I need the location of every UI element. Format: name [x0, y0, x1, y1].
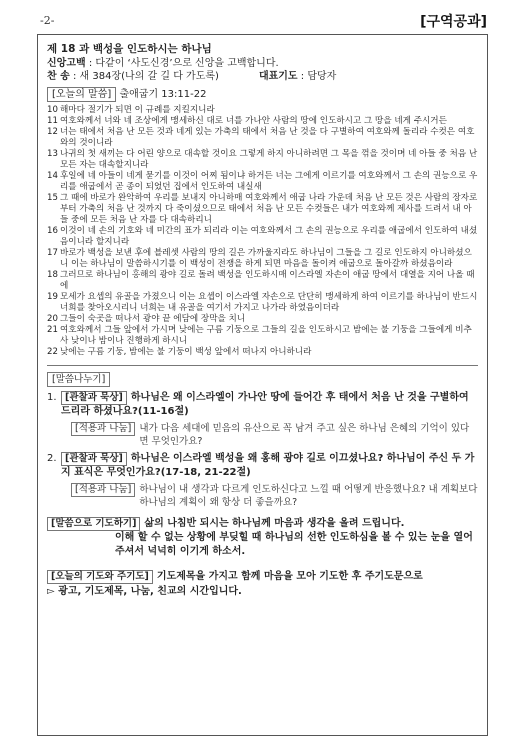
question-number: 2. — [47, 453, 57, 464]
question-1-body: 하나님은 왜 이스라엘이 가나안 땅에 들어간 후 태에서 처음 난 것을 구별하여 드리라 하셨나요?(11-16절) — [61, 392, 469, 417]
prayer-leader-text: : 담당자 — [300, 71, 337, 82]
question-number: 1. — [47, 392, 57, 403]
verse-item — [47, 292, 478, 314]
observation-tag: [관찰과 묵상] — [61, 452, 127, 466]
verse-text: 그들이 숙곳을 떠나서 광야 끝 에담에 장막을 치니 — [60, 314, 246, 324]
prayer-leader-label: 대표기도 — [258, 71, 298, 82]
hymn-label: 찬 송 — [47, 71, 70, 82]
prayer-line-1: 삶의 나침반 되시는 하나님께 마음과 생각을 올려 드립니다. — [144, 518, 405, 529]
verse-number: 10 — [47, 105, 58, 115]
closing-section — [47, 569, 478, 599]
application-1 — [71, 422, 478, 448]
verse-number: 21 — [47, 325, 58, 335]
verse-text: 그 때에 바로가 완악하여 우리를 보내지 아니하매 여호와께서 애굽 나라 가운데 처음 난 모든 것은 사람의 장자로부터 가축의 처음 난 것까지 다 죽이셨으므로 태에서 처음 난 모든 수컷들은 내가 여호와께 제사를 드려서 내 아들 중에 모든 처음 난 자를 다 대속하리니 — [60, 193, 478, 225]
scripture-label: [오늘의 말씀] — [47, 87, 116, 102]
prayer-line-2: 이해 할 수 없는 상황에 부딪힐 때 하나님의 선한 인도하심을 볼 수 있는 눈을 열어 주셔서 넉넉히 이기게 하소서. — [115, 532, 473, 557]
verse-list — [47, 105, 478, 358]
verse-number: 22 — [47, 347, 58, 357]
verse-text: 바로가 백성을 보낸 후에 블레셋 사람의 땅의 길은 가까울지라도 하나님이 그들을 그 길로 인도하지 아니하셨으니 이는 하나님이 말씀하시기를 이 백성이 전쟁을 하게 되면 마음을 돌이켜 애굽으로 돌아갈까 하셨음이라 — [60, 248, 472, 269]
closing-line-1: 기도제목을 가지고 함께 마음을 모아 기도한 후 주기도문으로 — [156, 571, 423, 582]
verse-text: 여호와께서 너와 네 조상에게 맹세하신 대로 너를 가나안 사람의 땅에 인도하시고 그 땅을 네게 주시거든 — [60, 116, 447, 126]
question-1 — [47, 391, 478, 448]
verse-number: 13 — [47, 149, 58, 159]
application-2-text: 하나님이 내 생각과 다르게 인도하신다고 느낄 때 어떻게 반응했나요? 내 계획보다 하나님의 계획이 왜 항상 더 좋을까요? — [139, 484, 478, 508]
verse-number: 18 — [47, 270, 58, 280]
verse-text: 여호와께서 그들 앞에서 가시며 낮에는 구름 기둥으로 그들의 길을 인도하시고 밤에는 불 기둥을 그들에게 비추사 낮이나 밤이나 진행하게 하시니 — [60, 325, 472, 346]
creed-line — [47, 57, 478, 70]
verse-number: 19 — [47, 292, 58, 302]
verse-text: 후일에 네 아들이 네게 묻기를 이것이 어찌 됨이냐 하거든 너는 그에게 이르기를 여호와께서 그 손의 권능으로 우리를 애굽에서 곧 종이 되었던 집에서 인도하여 내실새 — [60, 171, 478, 192]
verse-item — [47, 325, 478, 347]
section-divider — [47, 365, 478, 366]
prayer-tag: [말씀으로 기도하기] — [47, 517, 140, 531]
verse-text: 해마다 절기가 되면 이 규례를 지킬지니라 — [60, 105, 215, 115]
discussion-section — [47, 372, 478, 509]
verse-item — [47, 116, 478, 127]
verse-number: 20 — [47, 314, 58, 324]
lesson-title: 제 18 과 백성을 인도하시는 하나님 — [47, 43, 212, 55]
verse-number: 14 — [47, 171, 58, 181]
section-badge: [구역공과] — [420, 14, 487, 30]
verse-number: 15 — [47, 193, 58, 203]
observation-tag: [관찰과 묵상] — [61, 391, 127, 405]
verse-item — [47, 314, 478, 325]
verse-item — [47, 149, 478, 171]
verse-number: 12 — [47, 127, 58, 137]
creed-text: : 다같이 ‘사도신경’으로 신앙을 고백합니다. — [88, 58, 279, 69]
application-2 — [71, 483, 478, 509]
question-2-text — [61, 452, 478, 479]
verse-item — [47, 127, 478, 149]
application-1-text: 내가 다음 세대에 믿음의 유산으로 꼭 남겨 주고 싶은 하나님 은혜의 기억이 있다면 무엇인가요? — [139, 423, 470, 447]
discussion-label: [말씀나누기] — [47, 372, 110, 387]
application-tag: [적용과 나눔] — [71, 422, 135, 436]
scripture-heading — [47, 87, 478, 102]
creed-label: 신앙고백 — [47, 58, 86, 69]
verse-text: 이것이 네 손의 기호와 네 미간의 표가 되리라 이는 여호와께서 그 손의 권능으로 우리를 애굽에서 인도하여 내셨음이니라 할지니라 — [60, 226, 478, 247]
question-1-text — [61, 391, 478, 418]
verse-number: 16 — [47, 226, 58, 236]
verse-item — [47, 171, 478, 193]
verse-item — [47, 226, 478, 248]
verse-number: 17 — [47, 248, 58, 258]
closing-line-2: ▻ 광고, 기도제목, 나눔, 친교의 시간입니다. — [47, 586, 242, 597]
lesson-frame — [37, 34, 488, 736]
hymn-text: : 새 384장(나의 갈 길 다 가도록) — [73, 71, 219, 82]
question-2 — [47, 452, 478, 509]
verse-number: 11 — [47, 116, 58, 126]
verse-item — [47, 347, 478, 358]
question-2-body: 하나님은 이스라엘 백성을 왜 홍해 광야 길로 이끄셨나요? 하나님이 주신 두 가지 표식은 무엇인가요?(17-18, 21-22절) — [61, 453, 475, 478]
verse-text: 너는 태에서 처음 난 모든 것과 네게 있는 가축의 태에서 처음 난 것을 다 구별하여 여호와께 돌리라 수컷은 여호와의 것이니라 — [60, 127, 475, 148]
closing-tag: [오늘의 기도와 주기도] — [47, 570, 153, 584]
verse-item — [47, 105, 478, 116]
verse-text: 그러므로 하나님이 홍해의 광야 길로 돌려 백성을 인도하시매 이스라엘 자손이 애굽 땅에서 대열을 지어 나올 때에 — [60, 270, 475, 291]
hymn-line — [47, 70, 478, 83]
verse-item — [47, 270, 478, 292]
verse-text: 모세가 요셉의 유골을 가졌으니 이는 요셉이 이스라엘 자손으로 단단히 맹세하게 하여 이르기를 하나님이 반드시 너희를 찾아오시리니 너희는 내 유골을 여기서 가지고 나가라 하였음이더라 — [60, 292, 478, 313]
application-tag: [적용과 나눔] — [71, 483, 135, 497]
verse-text: 나귀의 첫 새끼는 다 어린 양으로 대속할 것이요 그렇게 하지 아니하려면 그 목을 꺾을 것이며 네 아들 중 처음 난 모든 자는 대속할지니라 — [60, 149, 478, 170]
scripture-reference: 출애굽기 13:11-22 — [119, 89, 207, 100]
prayer-section — [47, 517, 478, 559]
verse-text: 낮에는 구름 기둥, 밤에는 불 기둥이 백성 앞에서 떠나지 아니하니라 — [60, 347, 312, 357]
page-number: -2- — [40, 14, 55, 27]
verse-item — [47, 248, 478, 270]
verse-item — [47, 193, 478, 226]
